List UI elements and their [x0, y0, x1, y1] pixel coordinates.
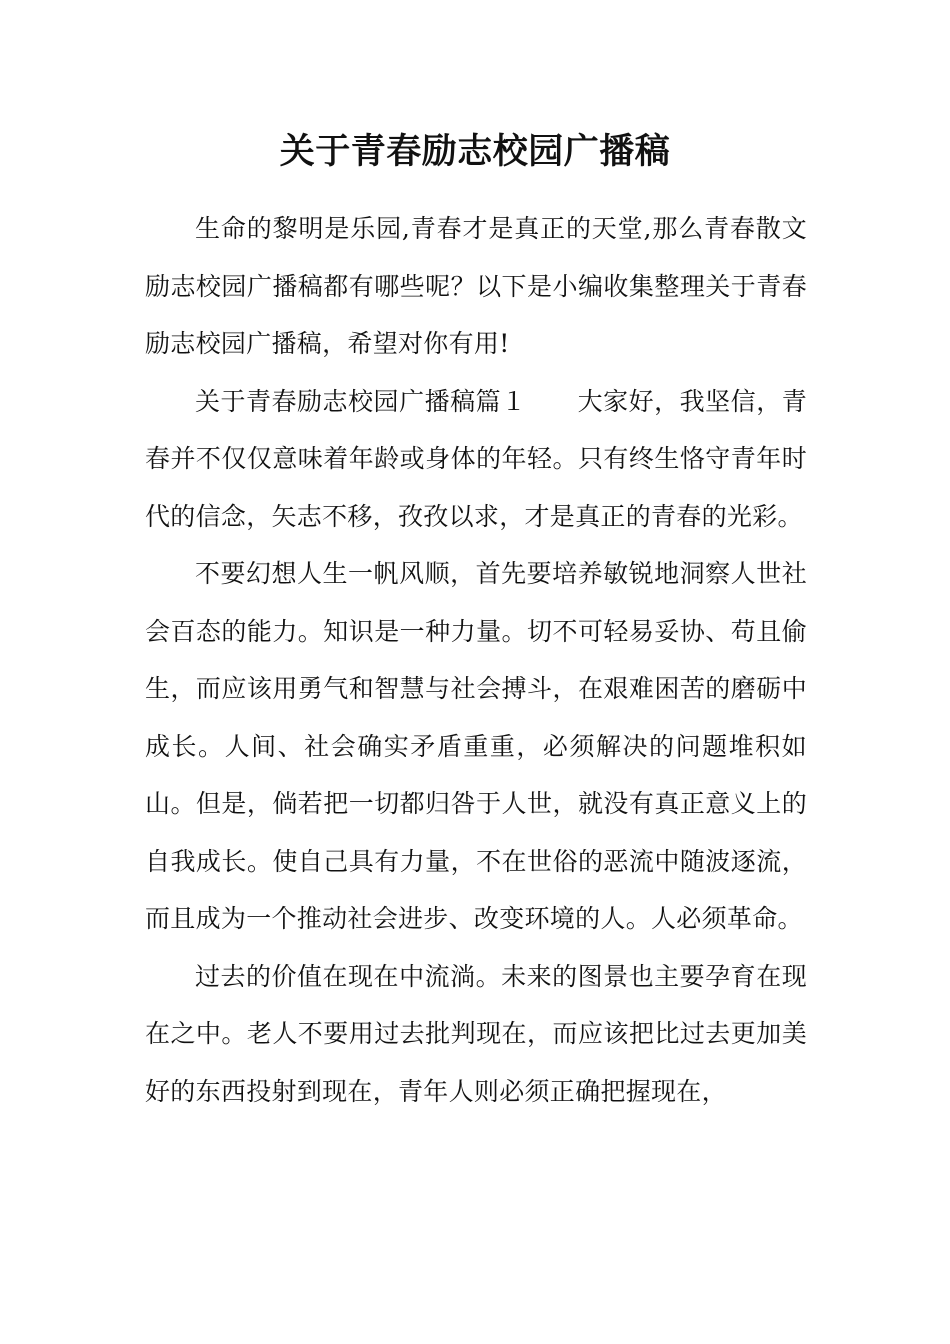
paragraph-2: 不要幻想人生一帆风顺，首先要培养敏锐地洞察人世社会百态的能力。知识是一种力量。切不可轻易妥协、苟且偷生，而应该用勇气和智慧与社会搏斗，在艰难困苦的磨砺中成长。人间、社会确实矛盾重重，必须解决的问题堆积如山。但是，倘若把一切都归咎于人世，就没有真正意义上的自我成长。使自己具有力量，不在世俗的恶流中随波逐流，而且成为一个推动社会进步、改变环境的人。人必须革命。: [145, 559, 807, 933]
paragraph-intro: 生命的黎明是乐园,青春才是真正的天堂,那么青春散文励志校园广播稿都有哪些呢？以下是小编收集整理关于青春励志校园广播稿，希望对你有用!: [145, 214, 807, 358]
document-body: [145, 200, 807, 1120]
paragraph-3: 过去的价值在现在中流淌。未来的图景也主要孕育在现在之中。老人不要用过去批判现在，而应该把比过去更加美好的东西投射到现在，青年人则必须正确把握现在，: [145, 961, 807, 1106]
paragraph-1: 关于青春励志校园广播稿篇１ 大家好，我坚信，青春并不仅仅意味着年龄或身体的年轻。只有终生恪守青年时代的信念，矢志不移，孜孜以求，才是真正的青春的光彩。: [145, 386, 807, 531]
document-title: 关于青春励志校园广播稿: [279, 131, 671, 172]
